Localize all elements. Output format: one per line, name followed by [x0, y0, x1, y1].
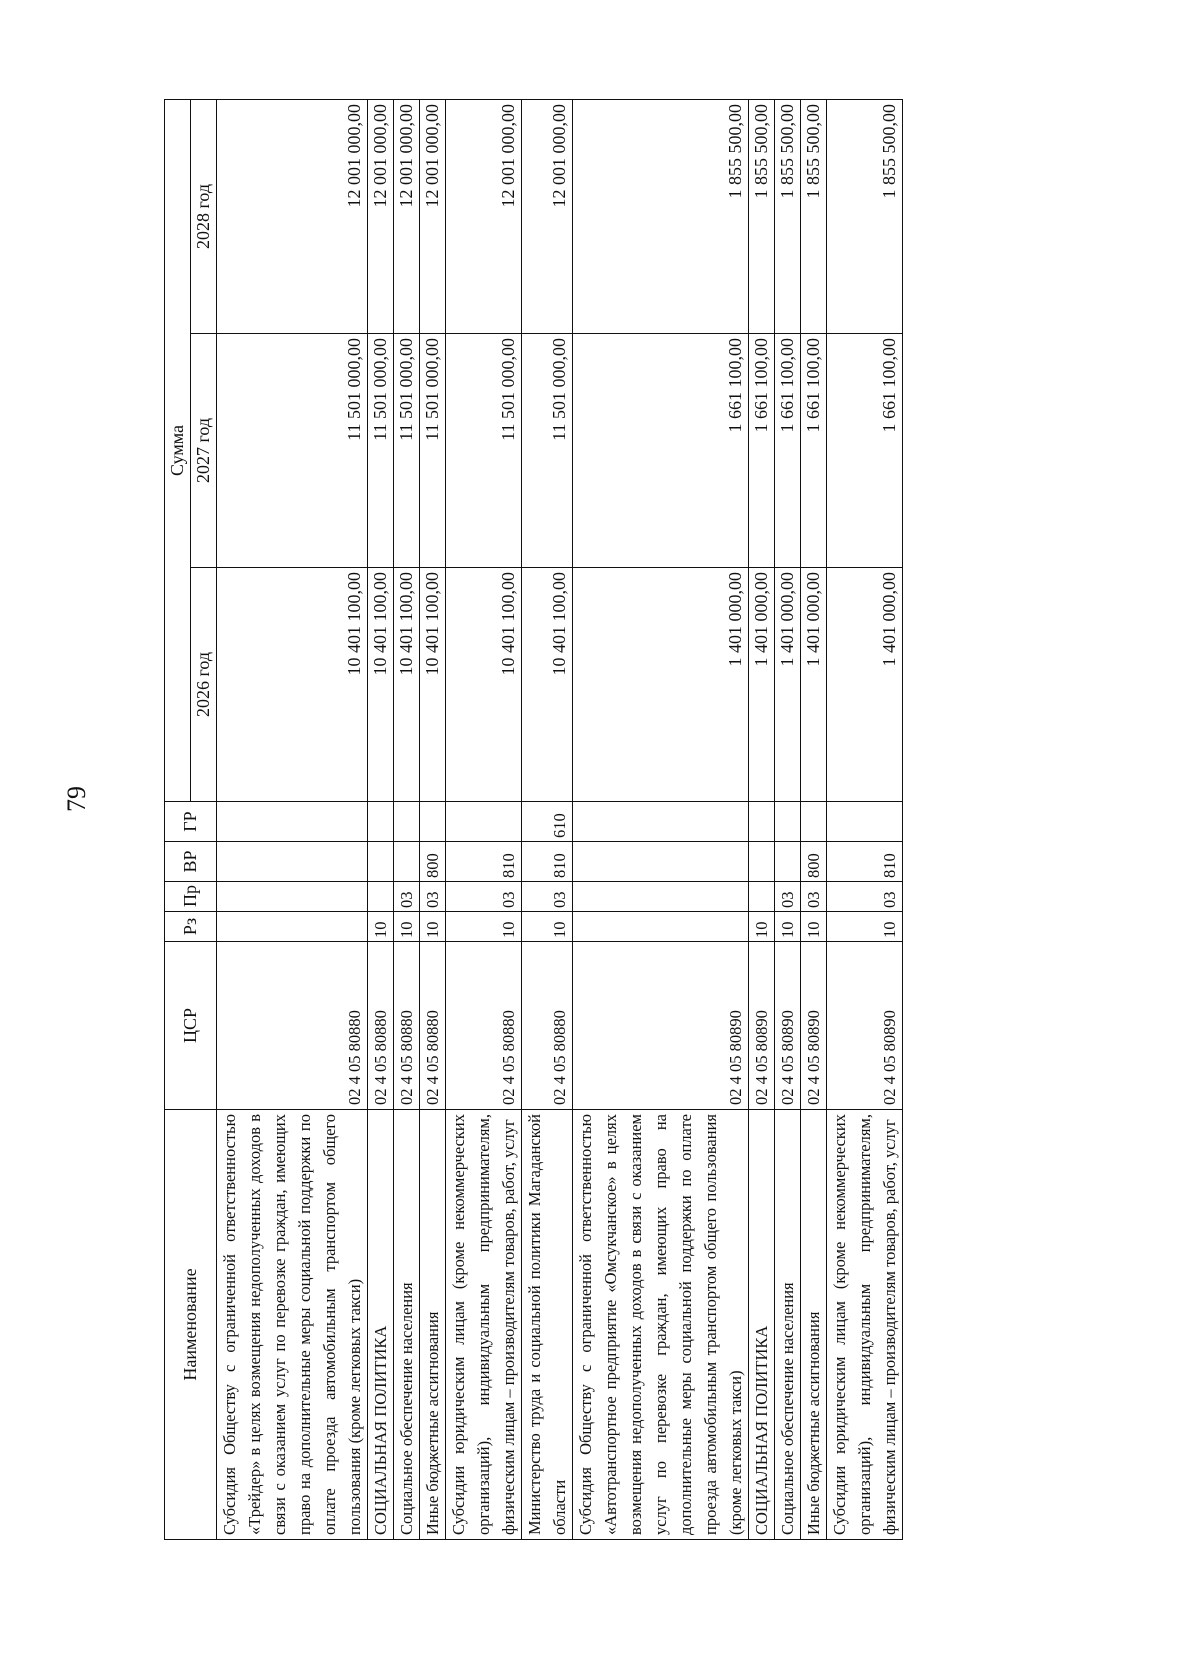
cell-vr: 800 [420, 842, 446, 882]
cell-rz: 10 [446, 912, 522, 942]
cell-vr: 810 [446, 842, 522, 882]
cell-sum-2027: 1 661 100,00 [573, 334, 749, 568]
table-row [522, 99, 573, 1539]
cell-name: Социальное обеспечение населения [775, 1110, 801, 1540]
cell-gr [420, 802, 446, 842]
cell-pr [573, 882, 749, 912]
cell-pr: 03 [446, 882, 522, 912]
cell-sum-2028: 12 001 000,00 [368, 99, 394, 333]
cell-name: СОЦИАЛЬНАЯ ПОЛИТИКА [368, 1110, 394, 1540]
cell-csr: 02 4 05 80880 [420, 942, 446, 1110]
cell-gr [775, 802, 801, 842]
cell-vr [394, 842, 420, 882]
cell-pr: 03 [394, 882, 420, 912]
budget-table-rotated [164, 100, 1044, 1540]
cell-name: Субсидии юридическим лицам (кроме некоммерческих организаций), индивидуальным предпринимателям, физическим лицам – производителям товаров, работ, услуг [827, 1110, 903, 1540]
cell-gr [573, 802, 749, 842]
cell-csr: 02 4 05 80880 [394, 942, 420, 1110]
cell-sum-2028: 1 855 500,00 [827, 99, 903, 333]
cell-sum-2028: 1 855 500,00 [749, 99, 775, 333]
cell-pr: 03 [775, 882, 801, 912]
cell-pr: 03 [827, 882, 903, 912]
cell-csr: 02 4 05 80890 [749, 942, 775, 1110]
table-row [573, 99, 749, 1539]
cell-rz: 10 [749, 912, 775, 942]
cell-vr [217, 842, 368, 882]
cell-vr [749, 842, 775, 882]
cell-name: Иные бюджетные ассигнования [420, 1110, 446, 1540]
cell-name: Субсидии юридическим лицам (кроме некоммерческих организаций), индивидуальным предпринимателям, физическим лицам – производителям товаров, работ, услуг [446, 1110, 522, 1540]
cell-sum-2027: 11 501 000,00 [446, 334, 522, 568]
cell-sum-2026: 10 401 100,00 [394, 568, 420, 802]
cell-rz: 10 [368, 912, 394, 942]
table-row [801, 99, 827, 1539]
table-row [420, 99, 446, 1539]
cell-pr [217, 882, 368, 912]
cell-csr: 02 4 05 80880 [522, 942, 573, 1110]
cell-sum-2027: 1 661 100,00 [801, 334, 827, 568]
cell-gr [801, 802, 827, 842]
table-body [217, 99, 903, 1539]
header-name: Наименование [165, 1110, 217, 1540]
header-sum: Сумма [165, 99, 191, 801]
cell-csr: 02 4 05 80890 [801, 942, 827, 1110]
cell-pr: 03 [522, 882, 573, 912]
cell-gr [394, 802, 420, 842]
cell-sum-2028: 12 001 000,00 [394, 99, 420, 333]
cell-pr: 03 [801, 882, 827, 912]
cell-sum-2026: 1 401 000,00 [775, 568, 801, 802]
cell-sum-2026: 1 401 000,00 [749, 568, 775, 802]
cell-rz: 10 [827, 912, 903, 942]
header-year-2026: 2026 год [191, 568, 217, 802]
cell-sum-2026: 1 401 000,00 [827, 568, 903, 802]
table-row [446, 99, 522, 1539]
cell-sum-2027: 1 661 100,00 [775, 334, 801, 568]
cell-csr: 02 4 05 80880 [368, 942, 394, 1110]
cell-sum-2026: 10 401 100,00 [368, 568, 394, 802]
cell-sum-2027: 11 501 000,00 [522, 334, 573, 568]
cell-sum-2028: 1 855 500,00 [801, 99, 827, 333]
cell-gr: 610 [522, 802, 573, 842]
cell-name: Субсидия Обществу с ограниченной ответственностью «Трейдер» в целях возмещения недополученных доходов в связи с оказанием услуг по перевозке граждан, имеющих право на дополнительные меры социальной поддержки по оплате проезда автомобильным транспортом общего пользования (кроме легковых такси) [217, 1110, 368, 1540]
cell-rz [217, 912, 368, 942]
table-row [827, 99, 903, 1539]
cell-gr [368, 802, 394, 842]
table-row [394, 99, 420, 1539]
cell-csr: 02 4 05 80890 [775, 942, 801, 1110]
cell-csr: 02 4 05 80890 [573, 942, 749, 1110]
cell-sum-2026: 10 401 100,00 [446, 568, 522, 802]
table-row [749, 99, 775, 1539]
cell-vr: 810 [827, 842, 903, 882]
cell-sum-2026: 1 401 000,00 [801, 568, 827, 802]
cell-sum-2027: 11 501 000,00 [394, 334, 420, 568]
cell-pr: 03 [420, 882, 446, 912]
cell-pr [749, 882, 775, 912]
cell-vr [368, 842, 394, 882]
cell-sum-2028: 12 001 000,00 [420, 99, 446, 333]
cell-sum-2026: 10 401 100,00 [217, 568, 368, 802]
cell-sum-2027: 1 661 100,00 [749, 334, 775, 568]
cell-vr [775, 842, 801, 882]
cell-vr: 810 [522, 842, 573, 882]
cell-sum-2028: 1 855 500,00 [775, 99, 801, 333]
header-rz: Рз [165, 912, 217, 942]
cell-sum-2028: 1 855 500,00 [573, 99, 749, 333]
table-row [368, 99, 394, 1539]
cell-csr: 02 4 05 80890 [827, 942, 903, 1110]
cell-gr [827, 802, 903, 842]
cell-sum-2027: 11 501 000,00 [420, 334, 446, 568]
cell-name: Иные бюджетные ассигнования [801, 1110, 827, 1540]
cell-sum-2028: 12 001 000,00 [217, 99, 368, 333]
header-csr: ЦСР [165, 942, 217, 1110]
header-vr: ВР [165, 842, 217, 882]
cell-sum-2027: 1 661 100,00 [827, 334, 903, 568]
cell-rz: 10 [775, 912, 801, 942]
cell-gr [749, 802, 775, 842]
header-row-1 [165, 99, 191, 1539]
cell-name: Субсидия Обществу с ограниченной ответственностью «Автотранспортное предприятие «Омсукчанское» в целях возмещения недополученных доходов в связи с оказанием услуг по перевозке граждан, имеющих право на дополнительные меры социальной поддержки по оплате проезда автомобильным транспортом общего пользования (кроме легковых такси) [573, 1110, 749, 1540]
cell-sum-2026: 10 401 100,00 [522, 568, 573, 802]
header-year-2027: 2027 год [191, 334, 217, 568]
cell-rz: 10 [420, 912, 446, 942]
cell-sum-2028: 12 001 000,00 [446, 99, 522, 333]
cell-sum-2026: 10 401 100,00 [420, 568, 446, 802]
cell-gr [446, 802, 522, 842]
cell-rz: 10 [801, 912, 827, 942]
header-year-2028: 2028 год [191, 99, 217, 333]
header-gr: ГР [165, 802, 217, 842]
cell-rz [573, 912, 749, 942]
page-number: 79 [62, 786, 91, 812]
cell-name: Социальное обеспечение населения [394, 1110, 420, 1540]
cell-vr: 800 [801, 842, 827, 882]
budget-table [164, 99, 903, 1540]
cell-sum-2027: 11 501 000,00 [368, 334, 394, 568]
cell-csr: 02 4 05 80880 [446, 942, 522, 1110]
header-pr: Пр [165, 882, 217, 912]
cell-gr [217, 802, 368, 842]
cell-sum-2028: 12 001 000,00 [522, 99, 573, 333]
cell-rz: 10 [394, 912, 420, 942]
cell-sum-2027: 11 501 000,00 [217, 334, 368, 568]
cell-pr [368, 882, 394, 912]
cell-vr [573, 842, 749, 882]
table-row [217, 99, 368, 1539]
cell-rz: 10 [522, 912, 573, 942]
cell-sum-2026: 1 401 000,00 [573, 568, 749, 802]
cell-csr: 02 4 05 80880 [217, 942, 368, 1110]
cell-name: Министерство труда и социальной политики Магаданской области [522, 1110, 573, 1540]
cell-name: СОЦИАЛЬНАЯ ПОЛИТИКА [749, 1110, 775, 1540]
table-row [775, 99, 801, 1539]
